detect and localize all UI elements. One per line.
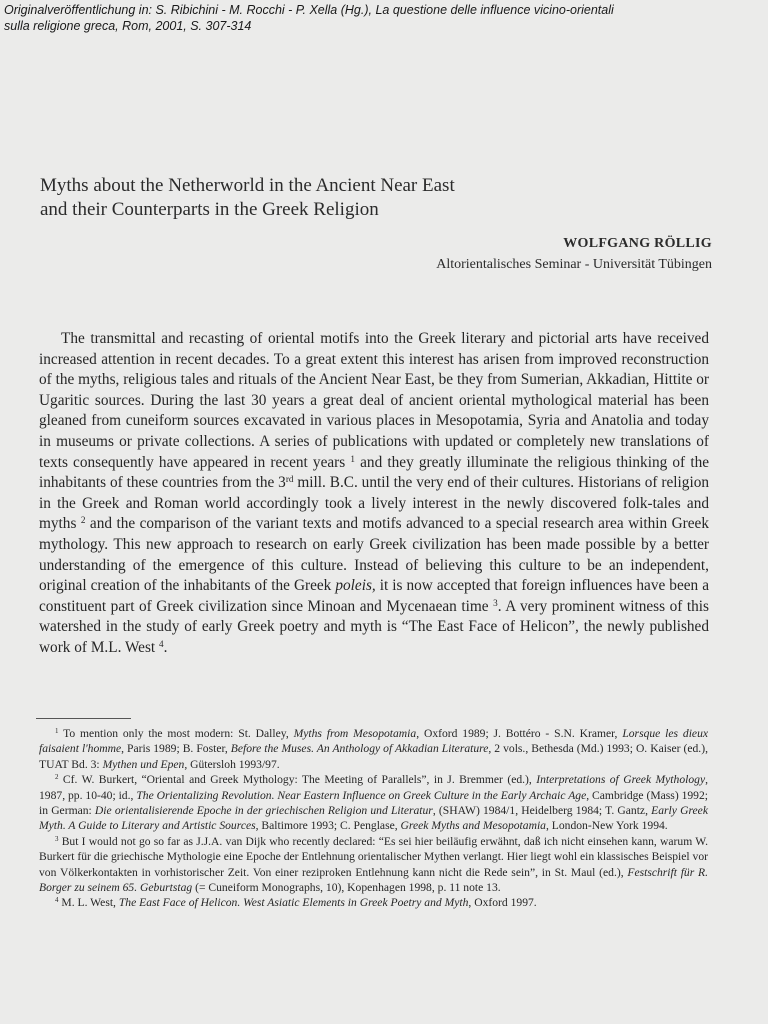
footnote-ref-1[interactable]: 1 <box>350 453 355 464</box>
footnote-italic: Myths from Mesopotamia <box>293 727 417 740</box>
footnote-text: , (SHAW) 1984/1, Heidelberg 1984; T. Gantz, <box>432 804 652 818</box>
footnote-text: M. L. West, <box>58 896 119 910</box>
footnote-text: , Gütersloh 1993/97. <box>184 757 280 771</box>
footnote-text: To mention only the most modern: St. Dalley, <box>58 727 294 740</box>
ordinal-suffix: rd <box>285 474 294 485</box>
footnote-italic: The Orientalizing Revolution. Near Eastern Influence on Greek Culture in the Early Archaic Age <box>136 788 587 802</box>
footnote-text: , London-New York 1994. <box>545 819 668 833</box>
footnote-ref-4[interactable]: 4 <box>159 638 164 649</box>
footnotes <box>39 726 708 911</box>
article-title-line-2: and their Counterparts in the Greek Religion <box>40 199 379 220</box>
article-title <box>40 174 680 222</box>
footnote-2 <box>39 772 708 834</box>
footnote-text: , Oxford 1997. <box>468 896 537 910</box>
author-affiliation: Altorientalisches Seminar - Universität Tübingen <box>436 257 712 272</box>
footnote-ref-3[interactable]: 3 <box>493 597 498 608</box>
publication-note <box>4 2 744 34</box>
author-name: WOLFGANG RÖLLIG <box>563 236 712 251</box>
footnote-ref-2[interactable]: 2 <box>80 515 86 526</box>
footnote-text: , 2 vols., Bethesda (Md.) 1993; O. Kaiser (ed.), TUAT Bd. 3: <box>39 742 708 771</box>
body-text-segment: and the comparison of the variant texts and motifs advanced to a special research area within Greek mythology. This new approach to research on early Greek civilization has been made possible by a better understanding of the emergence of this culture. Instead of believing this culture to be an independent, original creation of the inhabitants of the Greek <box>39 515 709 595</box>
footnote-text: But I would not go so far as J.J.A. van Dijk who recently declared: “Es sei hier beiläufig erwähnt, daß ich nicht einsehen kann, warum W. Burkert für die griechische Mythologie eine Epoche der Entlehnung orientalischer Mythen verlangt. Hier liegt wohl ein klassisches Beispiel vor von Völkerkontakten in vorhistorischer Zeit. Von einer reziproken Entlehnung kann nicht die Rede sein”, in St. Maul (ed.), <box>39 834 708 879</box>
footnote-italic: The East Face of Helicon. West Asiatic Elements in Greek Poetry and Myth <box>118 896 469 910</box>
article-title-line-1: Myths about the Netherworld in the Ancient Near East <box>40 175 455 196</box>
publication-note-line-1: Originalveröffentlichung in: S. Ribichini - M. Rocchi - P. Xella (Hg.), La questione delle influence vicino-orientali <box>4 3 614 17</box>
footnote-number: 3 <box>55 835 59 844</box>
footnote-italic: Mythen und Epen <box>102 757 185 771</box>
footnote-text: Cf. W. Burkert, “Oriental and Greek Mythology: The Meeting of Parallels”, in J. Bremmer (ed.), <box>58 773 537 787</box>
footnote-1 <box>39 726 708 772</box>
footnote-italic: Before the Muses. An Anthology of Akkadian Literature <box>230 742 489 756</box>
body-text-segment: mill. B.C. until the very end of their cultures. Historians of religion in the Greek and Roman world accordingly took a lively interest in the newly discovered folk-tales and myths <box>39 474 709 533</box>
footnote-text: , 1987, pp. 10-40; id., <box>39 773 708 802</box>
footnote-italic: Festschrift für R. Borger zu seinem 65. Geburtstag <box>39 865 708 895</box>
footnote-italic: Lorsque les dieux faisaient l'homme <box>39 727 709 756</box>
footnote-3 <box>39 834 708 896</box>
publication-note-line-2: sulla religione greca, Rom, 2001, S. 307-314 <box>4 19 252 33</box>
footnote-text: , Baltimore 1993; C. Penglase, <box>255 819 401 833</box>
footnote-number: 1 <box>55 727 59 736</box>
body-text-segment: . A very prominent witness of this watershed in the study of early Greek poetry and myth is “The East Face of Helicon”, the newly published work of M.L. West <box>39 597 710 656</box>
footnote-4 <box>39 895 708 910</box>
footnote-text: (= Cuneiform Monographs, 10), Kopenhagen 1998, p. 11 note 13. <box>192 881 501 895</box>
body-text-segment: it is now accepted that foreign influences have been a constituent part of Greek civilization since Minoan and Mycenaean time <box>39 577 709 615</box>
footnote-italic: Greek Myths and Mesopotamia <box>400 819 546 833</box>
footnote-italic: Die orientalisierende Epoche in der griechischen Religion und Literatur <box>94 804 433 818</box>
body-text-segment: The transmittal and recasting of oriental motifs into the Greek literary and pictorial arts have received increased attention in recent decades. To a great extent this interest has arisen from improved reconstruction of the myths, religious tales and rituals of the Ancient Near East, be they from Sumerian, Akkadian, Hittite or Ugaritic sources. During the last 30 years a great deal of ancient oriental mythological material has been gleaned from cuneiform sources excavated in various places in Mesopotamia, Syria and Anatolia and today in museums or private collections. A series of publications with updated or completely new translations of texts consequently have appeared in recent years <box>39 330 709 471</box>
body-text-segment: and they greatly illuminate the religious thinking of the inhabitants of these countries from the 3 <box>39 453 710 492</box>
footnote-number: 2 <box>55 773 59 782</box>
footnote-italic: Early Greek Myth. A Guide to Literary and Artistic Sources <box>39 804 708 833</box>
footnote-divider <box>36 718 131 719</box>
italic-term: poleis, <box>335 577 376 595</box>
body-paragraph <box>39 329 709 659</box>
footnote-italic: Interpretations of Greek Mythology <box>536 773 706 787</box>
footnote-text: , Paris 1989; B. Foster, <box>121 742 231 756</box>
footnote-text: , Cambridge (Mass) 1992; in German: <box>39 788 708 818</box>
footnote-text: , Oxford 1989; J. Bottéro - S.N. Kramer, <box>416 727 623 740</box>
body-text-segment: . <box>163 638 168 656</box>
footnote-number: 4 <box>55 896 59 905</box>
